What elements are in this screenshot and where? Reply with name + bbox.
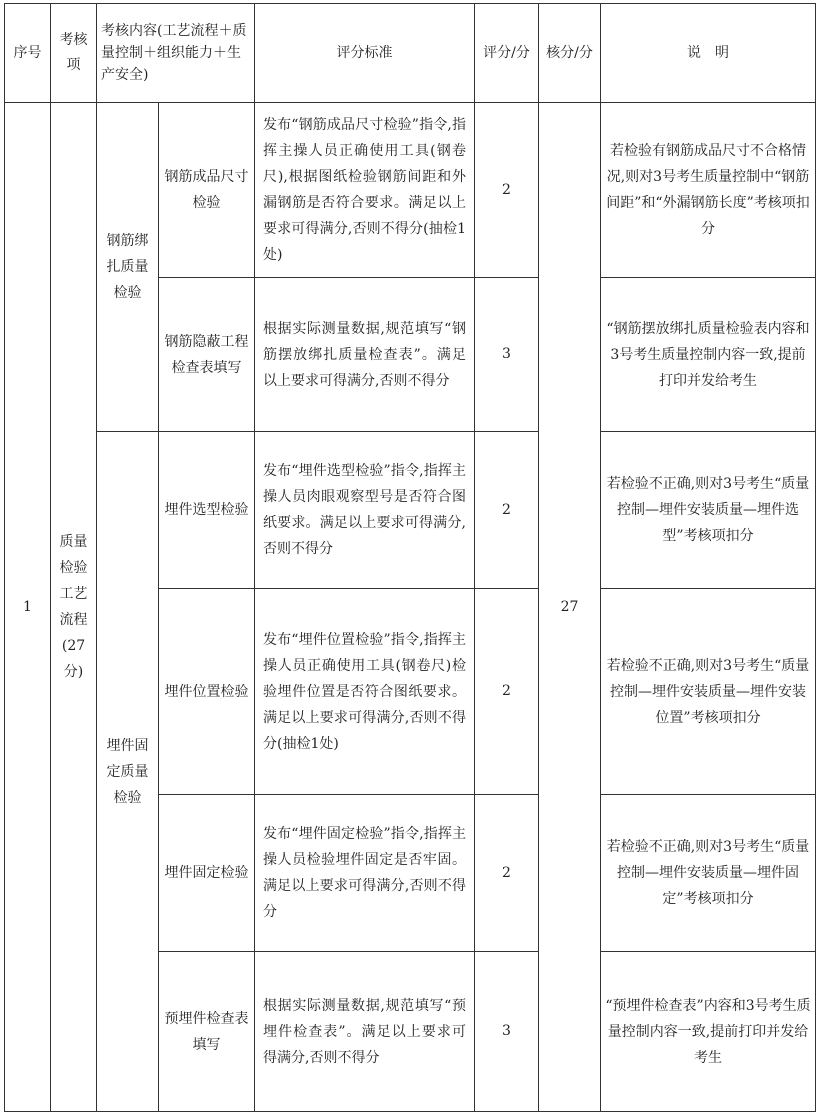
score-cell: 3 [475, 278, 539, 432]
table-row [5, 103, 816, 278]
sub-item-cell: 埋件固定检验 [159, 795, 255, 952]
note-cell: 若检验不正确,则对3号考生“质量控制—埋件安装质量—埋件固定”考核项扣分 [601, 795, 816, 952]
note-cell: 若检验有钢筋成品尺寸不合格情况,则对3号考生质量控制中“钢筋间距”和“外漏钢筋长度”考核项扣分 [601, 103, 816, 278]
seq-cell: 1 [5, 103, 51, 1112]
header-check-score: 核分/分 [539, 4, 601, 103]
criteria-cell: 发布“埋件选型检验”指令,指挥主操人员肉眼观察型号是否符合图纸要求。满足以上要求可得满分,否则不得分 [255, 432, 475, 589]
score-cell: 3 [475, 952, 539, 1112]
criteria-cell: 根据实际测量数据,规范填写“预埋件检查表”。满足以上要求可得满分,否则不得分 [255, 952, 475, 1112]
score-cell: 2 [475, 589, 539, 795]
header-score: 评分/分 [475, 4, 539, 103]
criteria-cell: 发布“埋件位置检验”指令,指挥主操人员正确使用工具(钢卷尺)检验埋件位置是否符合图纸要求。满足以上要求可得满分,否则不得分(抽检1处) [255, 589, 475, 795]
sub-item-cell: 预埋件检查表填写 [159, 952, 255, 1112]
criteria-cell: 根据实际测量数据,规范填写“钢筋摆放绑扎质量检查表”。满足以上要求可得满分,否则不得分 [255, 278, 475, 432]
assessment-table [4, 3, 816, 1112]
score-cell: 2 [475, 795, 539, 952]
table-row [5, 432, 816, 589]
sub-item-cell: 钢筋隐蔽工程检查表填写 [159, 278, 255, 432]
header-criteria: 评分标准 [255, 4, 475, 103]
criteria-cell: 发布“钢筋成品尺寸检验”指令,指挥主操人员正确使用工具(钢卷尺),根据图纸检验钢筋间距和外漏钢筋是否符合要求。满足以上要求可得满分,否则不得分(抽检1处) [255, 103, 475, 278]
criteria-cell: 发布“埋件固定检验”指令,指挥主操人员检验埋件固定是否牢固。满足以上要求可得满分,否则不得分 [255, 795, 475, 952]
note-cell: 若检验不正确,则对3号考生“质量控制—埋件安装质量—埋件安装位置”考核项扣分 [601, 589, 816, 795]
header-row [5, 4, 816, 103]
check-score-cell: 27 [539, 103, 601, 1112]
group-name-cell: 钢筋绑扎质量检验 [97, 103, 159, 432]
header-seq: 序号 [5, 4, 51, 103]
header-item: 考核项 [51, 4, 97, 103]
header-note: 说 明 [601, 4, 816, 103]
group-name-cell: 埋件固定质量检验 [97, 432, 159, 1112]
sub-item-cell: 钢筋成品尺寸检验 [159, 103, 255, 278]
item-cell: 质量检验工艺流程(27分) [51, 103, 97, 1112]
sub-item-cell: 埋件选型检验 [159, 432, 255, 589]
header-content: 考核内容(工艺流程＋质量控制＋组织能力＋生产安全) [97, 4, 255, 103]
note-cell: 若检验不正确,则对3号考生“质量控制—埋件安装质量—埋件选型”考核项扣分 [601, 432, 816, 589]
score-cell: 2 [475, 103, 539, 278]
note-cell: “钢筋摆放绑扎质量检验表内容和3号考生质量控制内容一致,提前打印并发给考生 [601, 278, 816, 432]
sub-item-cell: 埋件位置检验 [159, 589, 255, 795]
score-cell: 2 [475, 432, 539, 589]
note-cell: “预埋件检查表”内容和3号考生质量控制内容一致,提前打印并发给考生 [601, 952, 816, 1112]
